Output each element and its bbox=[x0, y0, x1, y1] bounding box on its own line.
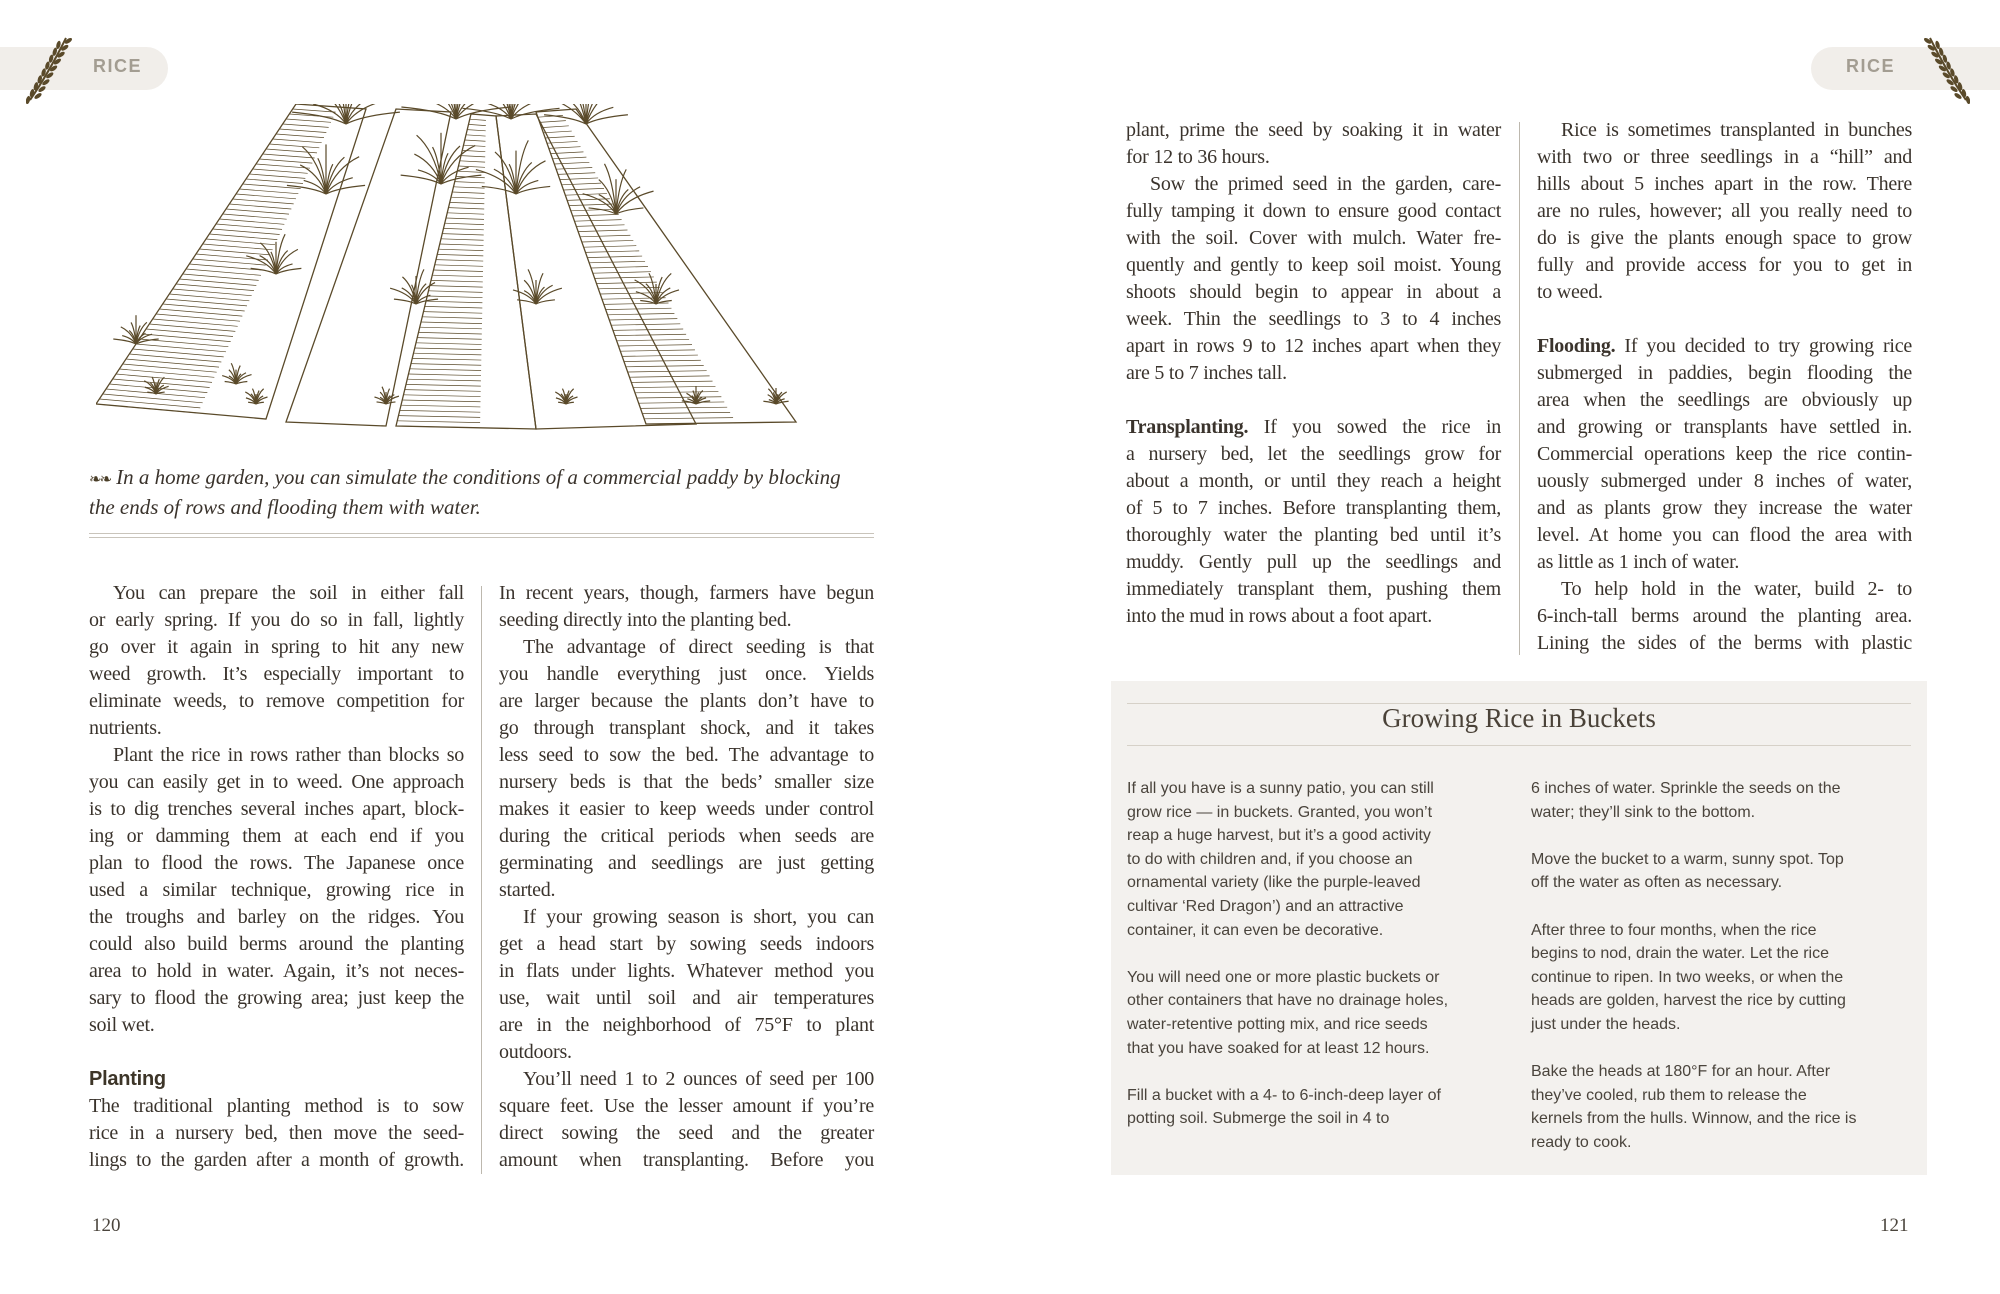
text-line bbox=[499, 607, 874, 634]
line-text: use, wait until soil and air temperatures bbox=[499, 987, 874, 1009]
line-text: used a similar technique, growing rice in bbox=[89, 879, 464, 901]
line-text: go over it again in spring to hit any new bbox=[89, 636, 464, 658]
text-line bbox=[1537, 603, 1912, 630]
text-line bbox=[499, 1012, 874, 1039]
line-text: The traditional planting method is to sow bbox=[89, 1095, 464, 1117]
line-text: soil wet. bbox=[89, 1014, 155, 1036]
line-text: less seed to sow the bed. The advantage to bbox=[499, 744, 874, 766]
line-text: get a head start by sowing seeds indoors bbox=[499, 933, 874, 955]
line-text: level. At home you can flood the area with bbox=[1537, 524, 1912, 546]
sidebar-text-line: other containers that have no drainage holes, bbox=[1127, 992, 1449, 1010]
text-line bbox=[1126, 252, 1501, 279]
text-column-2 bbox=[499, 580, 874, 1174]
line-text: eliminate weeds, to remove competition for bbox=[89, 690, 464, 712]
paragraph-gap bbox=[89, 1039, 464, 1066]
column-divider bbox=[1519, 122, 1520, 655]
sidebar-text-line: container, it can even be decorative. bbox=[1127, 921, 1384, 939]
text-line bbox=[1537, 279, 1912, 306]
line-text: could also build berms around the planting bbox=[89, 933, 464, 955]
line-text: fully tamping it down to ensure good contact bbox=[1126, 200, 1501, 222]
line-text: If you decided to try growing rice bbox=[1615, 335, 1912, 357]
line-text: the troughs and barley on the ridges. You bbox=[89, 906, 464, 928]
line-text: Plant the rice in rows rather than blocks so bbox=[113, 744, 464, 766]
text-line bbox=[89, 796, 464, 823]
text-line bbox=[499, 1147, 874, 1174]
text-line bbox=[1537, 225, 1912, 252]
sidebar-text-line: Move the bucket to a warm, sunny spot. Top bbox=[1531, 850, 1844, 868]
text-column-3 bbox=[1126, 117, 1501, 630]
text-line bbox=[1126, 333, 1501, 360]
text-line bbox=[499, 877, 874, 904]
line-text: started. bbox=[499, 879, 556, 901]
line-text: Lining the sides of the berms with plastic bbox=[1537, 632, 1912, 654]
line-text: uously submerged under 8 inches of water, bbox=[1537, 470, 1912, 492]
text-line bbox=[1537, 171, 1912, 198]
line-text: If you sowed the rice in bbox=[1248, 416, 1501, 438]
text-line bbox=[1537, 468, 1912, 495]
line-text: a nursery bed, let the seedlings grow for bbox=[1126, 443, 1501, 465]
caption-bullet-icon: ❧❧ bbox=[89, 472, 111, 488]
sidebar-text-line: continue to ripen. In two weeks, or when the bbox=[1531, 968, 1844, 986]
text-line bbox=[89, 634, 464, 661]
line-text: germinating and seedlings are just getting bbox=[499, 852, 874, 874]
line-text: you handle everything just once. Yields bbox=[499, 663, 874, 685]
text-line bbox=[499, 769, 874, 796]
line-text: and as plants grow they increase the water bbox=[1537, 497, 1912, 519]
line-text: 6-inch-tall berms around the planting area. bbox=[1537, 605, 1912, 627]
text-line bbox=[499, 580, 874, 607]
line-text: during the critical periods when seeds are bbox=[499, 825, 874, 847]
text-line bbox=[1126, 306, 1501, 333]
sidebar-column-1 bbox=[1127, 777, 1448, 1131]
text-line bbox=[1126, 603, 1501, 630]
text-line bbox=[89, 823, 464, 850]
sidebar-rule bbox=[1127, 745, 1911, 746]
column-divider bbox=[481, 586, 482, 1174]
text-line bbox=[499, 742, 874, 769]
line-text: If your growing season is short, you can bbox=[523, 906, 874, 928]
sidebar-text-line: ornamental variety (like the purple-leaved bbox=[1127, 874, 1421, 892]
text-line bbox=[1126, 171, 1501, 198]
line-text: To help hold in the water, build 2- to bbox=[1561, 578, 1912, 600]
line-text: of 5 to 7 inches. Before transplanting them, bbox=[1126, 497, 1501, 519]
line-text: do is give the plants enough space to grow bbox=[1537, 227, 1912, 249]
line-text: area when the seedlings are obviously up bbox=[1537, 389, 1912, 411]
text-line bbox=[1126, 279, 1501, 306]
text-line bbox=[1126, 441, 1501, 468]
line-text: as little as 1 inch of water. bbox=[1537, 551, 1740, 573]
line-text: into the mud in rows about a foot apart. bbox=[1126, 605, 1433, 627]
sidebar-text-line: off the water as often as necessary. bbox=[1531, 874, 1783, 892]
text-line bbox=[89, 1120, 464, 1147]
line-text: sary to flood the growing area; just keep the bbox=[89, 987, 464, 1009]
line-text: plant, prime the seed by soaking it in water bbox=[1126, 119, 1501, 141]
line-text: with the soil. Cover with mulch. Water fre- bbox=[1126, 227, 1501, 249]
figure-caption bbox=[89, 464, 849, 521]
text-line bbox=[1537, 198, 1912, 225]
text-line bbox=[1537, 333, 1912, 360]
line-text: to weed. bbox=[1537, 281, 1603, 303]
caption-text: the ends of rows and flooding them with water. bbox=[89, 495, 481, 519]
line-text: with two or three seedlings in a “hill” and bbox=[1537, 146, 1912, 168]
line-text: about a month, or until they reach a height bbox=[1126, 470, 1501, 492]
line-text: nutrients. bbox=[89, 717, 162, 739]
text-column-1 bbox=[89, 580, 464, 1174]
line-text: fully and provide access for you to get in bbox=[1537, 254, 1912, 276]
text-line bbox=[1126, 225, 1501, 252]
sidebar-text-line: water-retentive potting mix, and rice seeds bbox=[1127, 1015, 1428, 1033]
line-text: or early spring. If you do so in fall, lightly bbox=[89, 609, 464, 631]
text-line bbox=[499, 634, 874, 661]
line-text: are in the neighborhood of 75°F to plant bbox=[499, 1014, 874, 1036]
rice-rows-illustration bbox=[96, 104, 846, 449]
text-line bbox=[1126, 576, 1501, 603]
text-line bbox=[1126, 522, 1501, 549]
text-line bbox=[499, 1120, 874, 1147]
line-text: are no rules, however; all you really need to bbox=[1537, 200, 1912, 222]
text-line bbox=[89, 877, 464, 904]
line-text: plan to flood the rows. The Japanese once bbox=[89, 852, 464, 874]
text-line bbox=[499, 688, 874, 715]
sidebar-text-line: Fill a bucket with a 4- to 6-inch-deep layer of bbox=[1127, 1086, 1441, 1104]
text-line bbox=[89, 985, 464, 1012]
line-text: you can easily get in to weed. One approach bbox=[89, 771, 464, 793]
text-line bbox=[1537, 252, 1912, 279]
text-line bbox=[1126, 198, 1501, 225]
sidebar-column-2 bbox=[1531, 777, 1856, 1155]
line-text: outdoors. bbox=[499, 1041, 572, 1063]
text-line bbox=[1126, 117, 1501, 144]
line-text: thoroughly water the planting bed until it’s bbox=[1126, 524, 1501, 546]
text-line bbox=[499, 1066, 874, 1093]
rice-sprig-icon bbox=[26, 34, 90, 104]
sidebar-box bbox=[1111, 681, 1927, 1175]
text-line bbox=[89, 850, 464, 877]
sidebar-text-line: 6 inches of water. Sprinkle the seeds on the bbox=[1531, 780, 1841, 797]
text-line bbox=[1537, 522, 1912, 549]
line-text: Rice is sometimes transplanted in bunches bbox=[1561, 119, 1912, 141]
line-text: ing or damming them at each end if you bbox=[89, 825, 464, 847]
line-text: submerged in paddies, begin flooding the bbox=[1537, 362, 1912, 384]
line-text: In recent years, though, farmers have begun bbox=[499, 582, 874, 604]
line-text: immediately transplant them, pushing them bbox=[1126, 578, 1501, 600]
line-text: in flats under lights. Whatever method you bbox=[499, 960, 874, 982]
sidebar-text-line: potting soil. Submerge the soil in 4 to bbox=[1127, 1110, 1390, 1128]
caption-double-rule bbox=[89, 533, 874, 538]
line-text: makes it easier to keep weeds under control bbox=[499, 798, 874, 820]
line-text: weed growth. It’s especially important to bbox=[89, 663, 464, 685]
sidebar-text-line: begins to nod, drain the water. Let the rice bbox=[1531, 945, 1829, 963]
sidebar-text-line: they’ve cooled, rub them to release the bbox=[1531, 1086, 1807, 1104]
text-line bbox=[89, 661, 464, 688]
paragraph-gap bbox=[1537, 306, 1912, 333]
line-text: for 12 to 36 hours. bbox=[1126, 146, 1270, 168]
text-line bbox=[89, 742, 464, 769]
text-line bbox=[89, 1093, 464, 1120]
line-text: apart in rows 9 to 12 inches apart when they bbox=[1126, 335, 1501, 357]
rice-sprig-icon bbox=[1906, 34, 1970, 104]
sidebar-text-line: ready to cook. bbox=[1531, 1133, 1632, 1151]
text-line bbox=[1126, 360, 1501, 387]
running-head-left-label: RICE bbox=[93, 56, 143, 76]
run-in-heading: Flooding. bbox=[1537, 335, 1616, 357]
text-column-4 bbox=[1537, 117, 1912, 657]
text-line bbox=[89, 715, 464, 742]
sidebar-text-line: reap a huge harvest, but it’s a good activity bbox=[1127, 827, 1431, 845]
sidebar-text-line: just under the heads. bbox=[1531, 1015, 1681, 1033]
line-text: is to dig trenches several inches apart, block- bbox=[89, 798, 464, 820]
text-line bbox=[1537, 576, 1912, 603]
text-line bbox=[89, 580, 464, 607]
text-line bbox=[89, 904, 464, 931]
text-line bbox=[89, 958, 464, 985]
line-text: week. Thin the seedlings to 3 to 4 inches bbox=[1126, 308, 1501, 330]
text-line bbox=[1537, 441, 1912, 468]
sidebar-text-line: Bake the heads at 180°F for an hour. After bbox=[1531, 1063, 1831, 1081]
line-text: The advantage of direct seeding is that bbox=[523, 636, 874, 658]
text-line bbox=[499, 904, 874, 931]
text-line bbox=[1537, 630, 1912, 657]
line-text: are 5 to 7 inches tall. bbox=[1126, 362, 1287, 384]
page-number-right: 121 bbox=[1880, 1215, 1909, 1236]
text-line bbox=[89, 607, 464, 634]
text-line bbox=[1537, 387, 1912, 414]
text-line bbox=[89, 1012, 464, 1039]
text-line bbox=[1126, 144, 1501, 171]
page-number-left: 120 bbox=[92, 1215, 121, 1236]
caption-text: In a home garden, you can simulate the conditions of a commercial paddy by blocking bbox=[116, 465, 841, 489]
text-line bbox=[499, 796, 874, 823]
line-text: go through transplant shock, and it takes bbox=[499, 717, 874, 739]
sidebar-text-line: heads are golden, harvest the rice by cutting bbox=[1531, 992, 1846, 1010]
text-line bbox=[499, 958, 874, 985]
text-line bbox=[499, 850, 874, 877]
paragraph-gap bbox=[1126, 387, 1501, 414]
text-line bbox=[1537, 495, 1912, 522]
line-text: area to hold in water. Again, it’s not neces- bbox=[89, 960, 464, 982]
line-text: quently and gently to keep soil moist. Young bbox=[1126, 254, 1501, 276]
text-line bbox=[499, 985, 874, 1012]
running-head-right-label: RICE bbox=[1846, 56, 1896, 76]
sidebar-text-line: After three to four months, when the rice bbox=[1531, 921, 1817, 939]
text-line bbox=[89, 1147, 464, 1174]
text-line bbox=[89, 931, 464, 958]
sidebar-text-line: If all you have is a sunny patio, you can still bbox=[1127, 780, 1434, 797]
line-text: hills about 5 inches apart in the row. There bbox=[1537, 173, 1912, 195]
line-text: seeding directly into the planting bed. bbox=[499, 609, 792, 631]
text-line bbox=[89, 688, 464, 715]
text-line bbox=[1537, 117, 1912, 144]
line-text: are larger because the plants don’t have to bbox=[499, 690, 874, 712]
line-text: Sow the primed seed in the garden, care- bbox=[1150, 173, 1501, 195]
run-in-heading: Transplanting. bbox=[1126, 416, 1249, 438]
section-heading: Planting bbox=[89, 1068, 166, 1090]
sidebar-text-line: that you have soaked for at least 12 hours. bbox=[1127, 1039, 1430, 1057]
line-text: shoots should begin to appear in about a bbox=[1126, 281, 1501, 303]
sidebar-title: Growing Rice in Buckets bbox=[1382, 703, 1656, 733]
sidebar-text-line: grow rice — in buckets. Granted, you won’t bbox=[1127, 803, 1433, 821]
sidebar-text-line: You will need one or more plastic buckets or bbox=[1127, 968, 1440, 986]
text-line bbox=[1126, 495, 1501, 522]
sidebar-text-line: to do with children and, if you choose an bbox=[1127, 850, 1413, 868]
line-text: rice in a nursery bed, then move the seed- bbox=[89, 1122, 464, 1144]
line-text: You’ll need 1 to 2 ounces of seed per 100 bbox=[523, 1068, 874, 1090]
text-line bbox=[1537, 549, 1912, 576]
text-line bbox=[1126, 468, 1501, 495]
text-line bbox=[1537, 414, 1912, 441]
text-line bbox=[499, 1039, 874, 1066]
text-line bbox=[1126, 414, 1501, 441]
line-text: amount when transplanting. Before you bbox=[499, 1149, 874, 1171]
text-line bbox=[89, 769, 464, 796]
line-text: muddy. Gently pull up the seedlings and bbox=[1126, 551, 1501, 573]
line-text: Commercial operations keep the rice contin- bbox=[1537, 443, 1912, 465]
text-line bbox=[1537, 360, 1912, 387]
text-line bbox=[499, 931, 874, 958]
line-text: direct sowing the seed and the greater bbox=[499, 1122, 874, 1144]
text-line bbox=[1537, 144, 1912, 171]
line-text: and growing or transplants have settled in. bbox=[1537, 416, 1912, 438]
text-line bbox=[499, 823, 874, 850]
text-line bbox=[499, 661, 874, 688]
sidebar-text-line: kernels from the hulls. Winnow, and the rice is bbox=[1531, 1110, 1857, 1128]
sidebar-text-line: water; they’ll sink to the bottom. bbox=[1531, 803, 1756, 821]
text-line bbox=[499, 715, 874, 742]
sidebar-text-line: cultivar ‘Red Dragon’) and an attractive bbox=[1127, 897, 1404, 915]
text-line bbox=[499, 1093, 874, 1120]
text-line bbox=[1126, 549, 1501, 576]
line-text: square feet. Use the lesser amount if you’re bbox=[499, 1095, 874, 1117]
line-text: You can prepare the soil in either fall bbox=[113, 582, 464, 604]
line-text: lings to the garden after a month of growth. bbox=[89, 1149, 464, 1171]
line-text: nursery beds is that the beds’ smaller size bbox=[499, 771, 874, 793]
